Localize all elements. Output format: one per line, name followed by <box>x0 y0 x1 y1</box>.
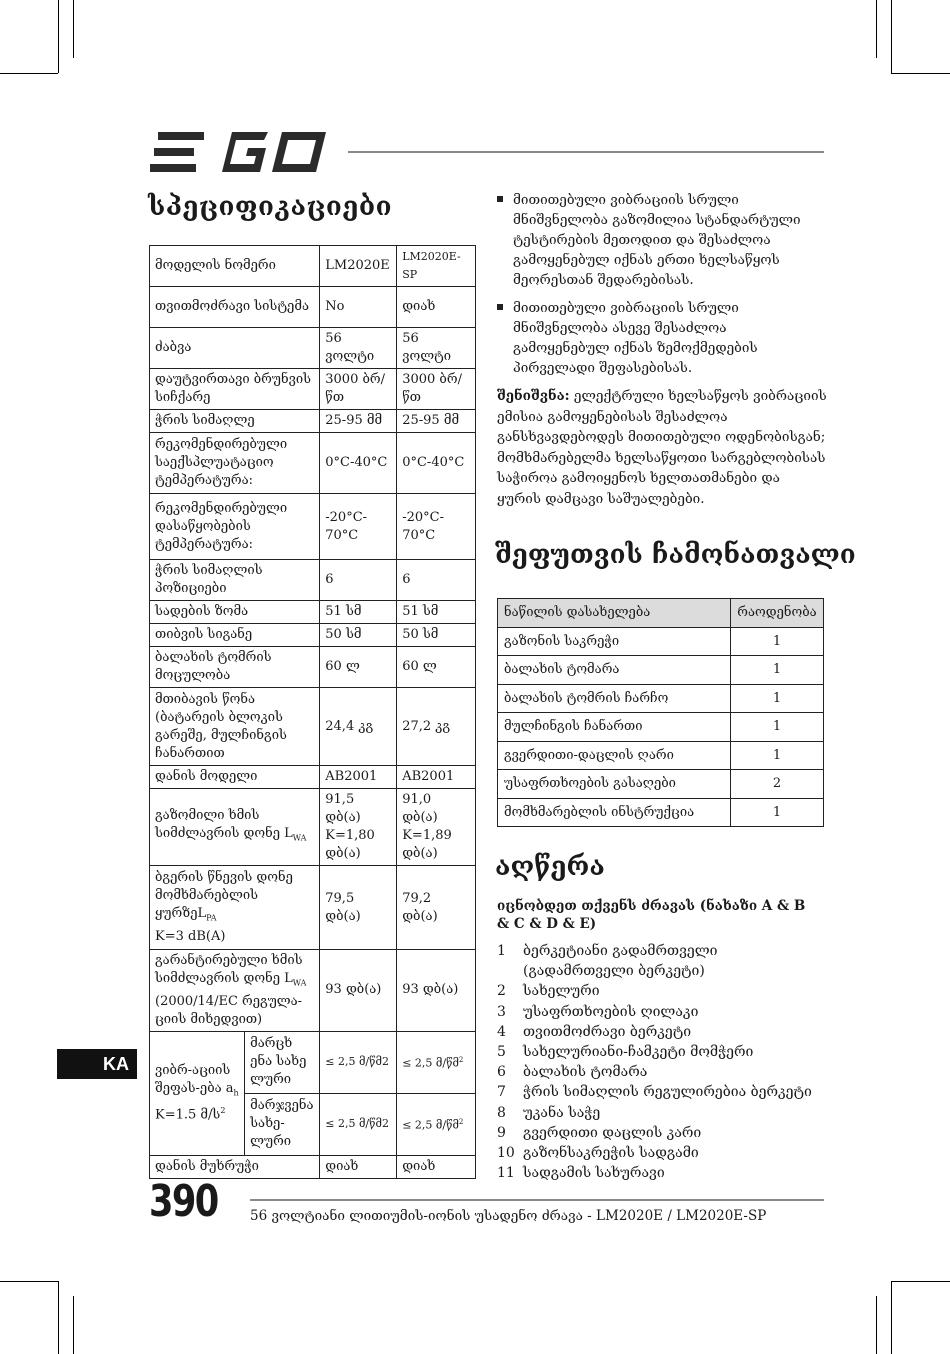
specifications-table <box>149 245 476 1179</box>
item-label: სადგამის სახურავი <box>523 1165 665 1182</box>
table-row <box>150 688 476 766</box>
table-cell: AB2001 <box>320 766 397 789</box>
table-header: ნაწილის დასახელება <box>498 599 731 628</box>
table-cell: 60 ლ <box>397 647 476 688</box>
table-row <box>498 684 824 713</box>
table-cell: 50 სმ <box>397 624 476 647</box>
table-row <box>150 560 476 601</box>
superscript: 2 <box>458 1056 464 1065</box>
list-item <box>497 1062 827 1082</box>
table-cell: 3000 ბრ/წთ <box>320 369 397 410</box>
bullet-item <box>497 190 827 290</box>
table-row <box>150 789 476 866</box>
item-number: 7 <box>497 1084 506 1101</box>
list-item <box>497 1123 827 1143</box>
language-tab: KA <box>57 1049 137 1079</box>
item-number: 3 <box>497 1003 506 1020</box>
description-subtitle: იცნობდეთ თქვენს ძრავას (ნახაზი A & B & C & D & E) <box>497 898 806 932</box>
subscript: h <box>233 1088 239 1098</box>
table-header: რაოდენობა <box>731 599 824 628</box>
footer-text: 56 ვოლტიანი ლითიუმის-იონის უსადენო ძრავა - LM2020E / LM2020E-SP <box>250 1208 767 1224</box>
subscript: PA <box>206 913 217 923</box>
table-row <box>150 624 476 647</box>
bullet-square-icon <box>497 304 503 310</box>
table-cell: მთიბავის წონა (ბატარეის ბლოკის გარეშე, მულჩინგის ჩანართით <box>150 688 320 766</box>
table-cell: ჭრის სიმაღლის პოზიციები <box>150 560 320 601</box>
bullet-item <box>497 298 827 378</box>
table-row <box>150 1031 476 1093</box>
table-cell: მარჯვენა სახე-ლური <box>245 1093 320 1155</box>
part-quantity: 1 <box>731 741 824 770</box>
item-label: ჭრის სიმაღლის რეგულირებია ბერკეტი <box>523 1084 812 1101</box>
list-item <box>497 941 827 981</box>
table-cell: თიბვის სიგანე <box>150 624 320 647</box>
bullet-text: მითითებული ვიბრაციის სრული მნიშვნელობა გაზომილია სტანდარტული ტესტირების მეთოდით და შესაძლოა გამოყენებულ იქნას ერთი ხელსაწყოს მეორესთან შედარებისას. <box>513 192 801 288</box>
vibration-label: ვიბრ-აციის შეფას-ება a <box>155 1062 234 1096</box>
part-name: ბალახის ტომრის ჩარჩო <box>498 684 731 713</box>
crop-mark <box>891 0 892 73</box>
table-row <box>150 494 476 560</box>
list-item <box>497 1103 827 1123</box>
table-cell: 6 <box>320 560 397 601</box>
item-label: სახელური <box>523 983 600 1000</box>
table-cell: 27,2 კგ <box>397 688 476 766</box>
table-row <box>150 647 476 688</box>
item-number: 8 <box>497 1104 506 1121</box>
packing-list-title: შეფუთვის ჩამონათვალი <box>495 540 856 570</box>
item-label: ბერკეტიანი გადამრთველი (გადამრთველი ბერკეტი) <box>523 943 718 980</box>
crop-mark <box>891 73 950 74</box>
table-cell: ბალახის ტომრის მოცულობა <box>150 647 320 688</box>
note-label: შენიშვნა: <box>497 388 570 404</box>
item-number: 6 <box>497 1064 506 1081</box>
parts-list <box>497 941 827 1183</box>
table-cell: 3000 ბრ/წთ <box>397 369 476 410</box>
item-label: სახელურიანი-ჩამკეტი მომჭერი <box>523 1044 754 1061</box>
table-cell: 25-95 მმ <box>397 410 476 433</box>
table-row <box>150 433 476 494</box>
item-label: ბალახის ტომარა <box>523 1064 648 1081</box>
list-item <box>497 1143 827 1163</box>
table-cell: -20°C-70°C <box>397 494 476 560</box>
regulation-label: (2000/14/EC რეგულა-ციის მიხედვით) <box>155 993 303 1027</box>
list-item <box>497 1163 827 1183</box>
table-row <box>498 770 824 799</box>
subscript: WA <box>292 833 307 843</box>
table-cell: რეკომენდირებული დასაწყობების ტემპერატურა: <box>150 494 320 560</box>
table-cell: 79,5 დბ(ა) <box>320 866 397 950</box>
crop-mark <box>891 1281 892 1354</box>
crop-mark <box>73 0 74 58</box>
vibration-value: ≤ 2,5 მ/წმ <box>402 1118 459 1132</box>
list-item <box>497 1042 827 1062</box>
item-number: 1 <box>497 943 506 959</box>
table-cell: მოდელის ნომერი <box>150 246 320 287</box>
superscript: 2 <box>458 1118 464 1127</box>
note-text: ელექტრული ხელსაწყოს ვიბრაციის ემისია გამოყენებისას შესაძლოა განსხვავდებოდეს მითითებული ოდენობისგან; მომხმარებელმა ხელსაწყოთი სარგებლობისას საჭიროა გამოიყენოს ხელთათმანები და ყურის დამცავი საშუალებები. <box>497 388 827 507</box>
table-header-row <box>498 599 824 628</box>
table-cell: 50 სმ <box>320 624 397 647</box>
superscript: 2 <box>220 1106 226 1116</box>
packing-list-table <box>497 598 824 827</box>
table-cell: -20°C-70°C <box>320 494 397 560</box>
table-row <box>498 627 824 656</box>
sound-power-label: გაზომილი ხმის სიმძლავრის დონე L <box>155 807 293 841</box>
table-cell: AB2001 <box>397 766 476 789</box>
item-label: გაზონსაკრეჭის სადგამი <box>523 1145 699 1162</box>
bullet-text: მითითებული ვიბრაციის სრული მნიშვნელობა ასევე შესაძლოა გამოყენებულ იქნას ზემოქმედების პირველადი შეფასებისას. <box>513 300 758 376</box>
table-cell: ძაბვა <box>150 328 320 369</box>
item-number: 2 <box>497 983 506 1000</box>
description-title: აღწერა <box>495 852 605 882</box>
table-row <box>150 410 476 433</box>
table-cell: დიახ <box>320 1155 397 1178</box>
table-cell: დანის მუხრუჭი <box>150 1155 320 1178</box>
table-cell: დაუტვირთავი ბრუნვის სიჩქარე <box>150 369 320 410</box>
table-row <box>498 656 824 685</box>
table-cell: 0°C-40°C <box>397 433 476 494</box>
subscript: WA <box>292 978 307 988</box>
item-label: გვერდითი დაცლის კარი <box>523 1124 702 1141</box>
vibration-k-label: K=1.5 მ/ს <box>155 1107 221 1123</box>
table-cell: დიახ <box>397 1155 476 1178</box>
part-name: უსაფრთხოების გასაღები <box>498 770 731 799</box>
table-cell: 25-95 მმ <box>320 410 397 433</box>
part-quantity: 1 <box>731 684 824 713</box>
table-cell <box>150 789 320 866</box>
vibration-value: ≤ 2,5 მ/წმ <box>402 1056 459 1070</box>
table-cell: No <box>320 287 397 328</box>
bullet-square-icon <box>497 196 503 202</box>
table-cell: დანის მოდელი <box>150 766 320 789</box>
part-quantity: 1 <box>731 798 824 827</box>
table-cell: 0°C-40°C <box>320 433 397 494</box>
table-row <box>150 950 476 1032</box>
header-rule <box>348 151 824 153</box>
table-cell: 60 ლ <box>320 647 397 688</box>
table-cell <box>150 950 320 1032</box>
part-quantity: 1 <box>731 656 824 685</box>
part-name: მომხმარებლის ინსტრუქცია <box>498 798 731 827</box>
table-cell: 51 სმ <box>397 601 476 624</box>
table-row <box>150 328 476 369</box>
table-cell: ≤ 2,5 მ/წმ2 <box>320 1031 397 1093</box>
table-cell: 91,0 დბ(ა) K=1,89 დბ(ა) <box>397 789 476 866</box>
note-paragraph <box>497 386 827 509</box>
table-cell: 56 ვოლტი <box>320 328 397 369</box>
specifications-title: სპეციფიკაციები <box>148 192 393 222</box>
item-number: 5 <box>497 1044 506 1061</box>
table-row <box>150 246 476 287</box>
part-name: ბალახის ტომარა <box>498 656 731 685</box>
table-row <box>150 287 476 328</box>
table-cell <box>150 866 320 950</box>
table-row <box>498 798 824 827</box>
table-cell: 6 <box>397 560 476 601</box>
list-item <box>497 1082 827 1102</box>
item-number: 4 <box>497 1023 506 1040</box>
guaranteed-label: გარანტირებული ხმის სიმძლავრის დონე L <box>155 953 303 986</box>
part-quantity: 1 <box>731 713 824 742</box>
crop-mark <box>58 0 59 73</box>
table-cell: 79,2 დბ(ა) <box>397 866 476 950</box>
item-number: 9 <box>497 1124 506 1141</box>
table-cell: ჭრის სიმაღლე <box>150 410 320 433</box>
table-cell: 51 სმ <box>320 601 397 624</box>
crop-mark <box>876 0 877 58</box>
footer-rule <box>250 1199 824 1201</box>
table-cell <box>397 1093 476 1155</box>
part-name: გვერდითი-დაცლის ღარი <box>498 741 731 770</box>
item-label: უსაფრთხოების ღილაკი <box>523 1003 699 1020</box>
table-cell: დიახ <box>397 287 476 328</box>
table-cell: 56 ვოლტი <box>397 328 476 369</box>
uncertainty-label: K=3 dB(A) <box>155 928 226 944</box>
table-cell: LM2020E-SP <box>397 246 476 287</box>
table-cell: მარცხ ენა სახე ლური <box>245 1031 320 1093</box>
table-row <box>498 713 824 742</box>
table-cell: 91,5 დბ(ა) K=1,80 დბ(ა) <box>320 789 397 866</box>
table-cell: 93 დბ(ა) <box>397 950 476 1032</box>
list-item <box>497 981 827 1001</box>
item-label: თვითმოძრავი ბერკეტი <box>523 1023 692 1040</box>
part-quantity: 1 <box>731 627 824 656</box>
sound-pressure-label: ბგერის წნევის დონე მომხმარებლის ყურზეL <box>155 870 293 922</box>
list-item <box>497 1022 827 1042</box>
table-cell: სადების ზომა <box>150 601 320 624</box>
table-cell <box>150 1031 245 1155</box>
ego-logo <box>150 130 330 174</box>
item-number: 11 <box>497 1165 515 1182</box>
table-cell: თვითმოძრავი სისტემა <box>150 287 320 328</box>
table-row <box>150 1155 476 1178</box>
table-cell: LM2020E <box>320 246 397 287</box>
part-name: მულჩინგის ჩანართი <box>498 713 731 742</box>
table-cell <box>397 1031 476 1093</box>
table-row <box>498 741 824 770</box>
list-item <box>497 1002 827 1022</box>
table-row <box>150 369 476 410</box>
table-row <box>150 601 476 624</box>
crop-mark <box>58 1281 59 1354</box>
table-cell: 24,4 კგ <box>320 688 397 766</box>
crop-mark <box>73 1296 74 1354</box>
table-cell: ≤ 2,5 მ/წმ2 <box>320 1093 397 1155</box>
crop-mark <box>876 1296 877 1354</box>
item-number: 10 <box>497 1145 515 1162</box>
table-row <box>150 866 476 950</box>
table-cell: რეკომენდირებული საექსპლუატაციო ტემპერატურა: <box>150 433 320 494</box>
item-label: უკანა საჭე <box>523 1104 601 1121</box>
part-quantity: 2 <box>731 770 824 799</box>
part-name: გაზონის საკრეჭი <box>498 627 731 656</box>
table-row <box>150 766 476 789</box>
page-number: 390 <box>149 1176 218 1227</box>
crop-mark <box>0 73 58 74</box>
crop-mark <box>0 1281 58 1282</box>
crop-mark <box>891 1281 950 1282</box>
table-cell: 93 დბ(ა) <box>320 950 397 1032</box>
